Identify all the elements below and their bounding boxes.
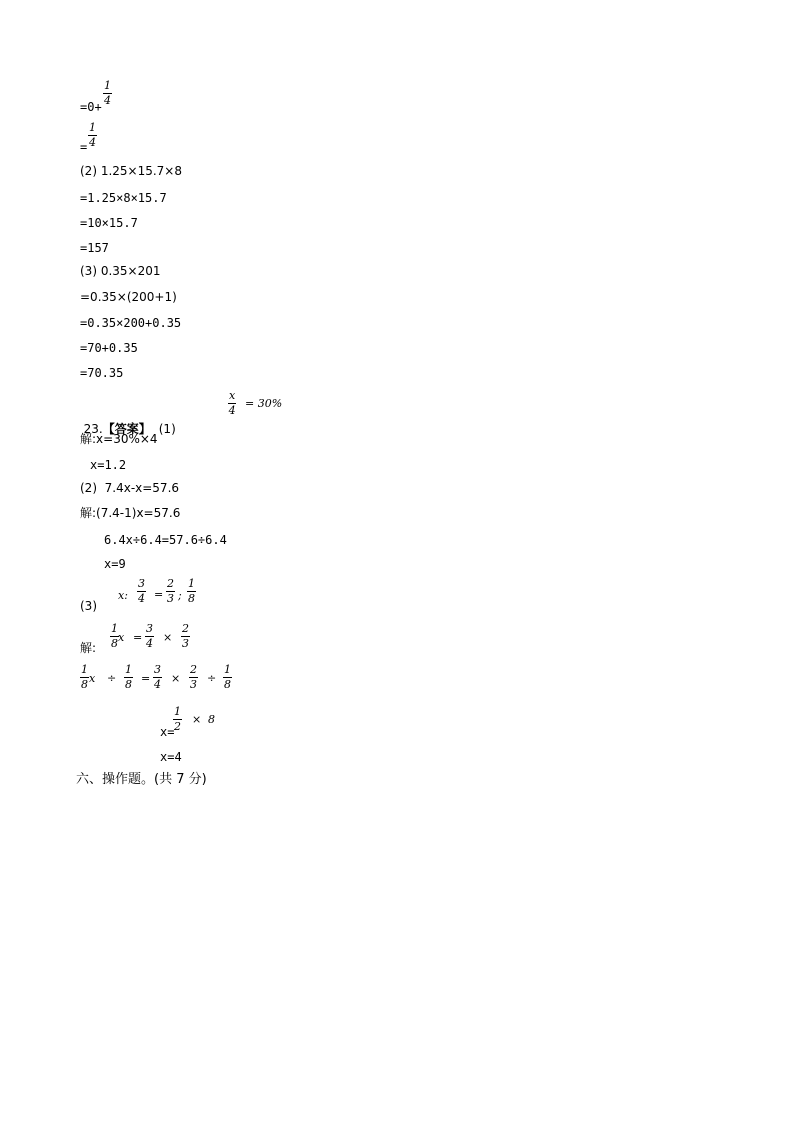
fraction-one-quarter-a [103,80,112,107]
equals-sign: = [154,588,164,601]
solution-line: x=9 [104,557,126,571]
fraction-one-eighth [187,578,196,605]
fraction-denominator: 3 [182,637,189,650]
fraction-denominator: 3 [190,678,197,691]
fraction-three-quarters [153,664,162,691]
fraction-denominator: 8 [111,637,118,650]
times-sign: × [192,713,202,726]
fraction-one-half [173,706,182,733]
fraction-denominator: 8 [224,678,231,691]
solution-label: 解: [80,641,97,655]
section-6-heading: 六、操作题。(共 7 分) [76,772,207,787]
fraction-denominator: 4 [146,637,153,650]
fraction-numerator: 2 [182,622,189,635]
fraction-denominator: 4 [104,94,111,107]
fraction-denominator: 4 [138,592,145,605]
solution-line: 解:x=30%×4 [80,432,158,446]
fraction-three-quarters [137,578,146,605]
fraction-denominator: 8 [81,678,88,691]
fraction-one-eighth [80,664,89,691]
fraction-numerator: 3 [138,577,145,590]
fraction-three-quarters [145,623,154,650]
solution-line: x=1.2 [90,458,127,472]
variable-x: x [118,631,125,644]
fraction-numerator: 1 [174,705,181,718]
equation-rhs: = 30% [245,397,283,410]
fraction-denominator: 4 [89,136,96,149]
part-2-heading: (2) 7.4x-x=57.6 [80,481,180,495]
fraction-denominator: 4 [228,404,236,417]
number-eight: 8 [208,713,215,726]
equals-sign: = [133,631,143,644]
fraction-one-eighth [124,664,133,691]
fraction-one-eighth [223,664,232,691]
step-line: =0+ [80,100,102,114]
fraction-denominator: 8 [188,592,195,605]
problem-3-heading: (3) 0.35×201 [80,264,161,278]
step-line: =70+0.35 [80,341,138,355]
fraction-numerator: 3 [154,663,161,676]
equals-sign: = [141,672,151,685]
semicolon: ; [178,589,182,602]
fraction-two-thirds [181,623,190,650]
fraction-numerator: 1 [111,622,118,635]
fraction-two-thirds [189,664,198,691]
variable-x: x [89,672,96,685]
variable-x-colon: x: [118,589,128,602]
fraction-numerator: 1 [224,663,231,676]
solution-prefix: x= [160,725,175,739]
fraction-denominator: 2 [174,720,181,733]
fraction-one-quarter-b [88,122,97,149]
fraction-numerator: 3 [146,622,153,635]
times-sign: × [163,631,173,644]
answer-label: 【答案】 [102,422,151,436]
step-line: = [80,140,88,154]
fraction-denominator: 8 [125,678,132,691]
solution-line: 6.4x÷6.4=57.6÷6.4 [104,533,227,547]
fraction-numerator: 2 [190,663,197,676]
step-line: =1.25×8×15.7 [80,191,167,205]
fraction-numerator: 1 [81,663,88,676]
fraction-numerator: 2 [167,577,174,590]
solution-line: 解:(7.4-1)x=57.6 [80,506,181,520]
step-line: =0.35×200+0.35 [80,316,182,330]
fraction-denominator: 4 [154,678,161,691]
fraction-numerator: 1 [104,79,111,92]
fraction-two-thirds [166,578,175,605]
fraction-x-over-4 [228,390,236,417]
part-3-label: (3) [80,599,97,613]
divide-sign: ÷ [107,672,117,685]
step-line: =157 [80,241,109,255]
fraction-numerator: x [229,389,236,402]
step-line: =0.35×(200+1) [80,290,177,304]
times-sign: × [171,672,181,685]
question-number: 23. [83,422,103,436]
step-line: =70.35 [80,366,124,380]
fraction-numerator: 1 [125,663,132,676]
part-1-label: (1) [158,422,176,436]
problem-2-heading: (2) 1.25×15.7×8 [80,164,182,178]
solution-line: x=4 [160,750,182,764]
fraction-numerator: 1 [188,577,195,590]
divide-sign: ÷ [207,672,217,685]
step-line: =10×15.7 [80,216,138,230]
fraction-denominator: 3 [167,592,174,605]
fraction-numerator: 1 [89,121,96,134]
